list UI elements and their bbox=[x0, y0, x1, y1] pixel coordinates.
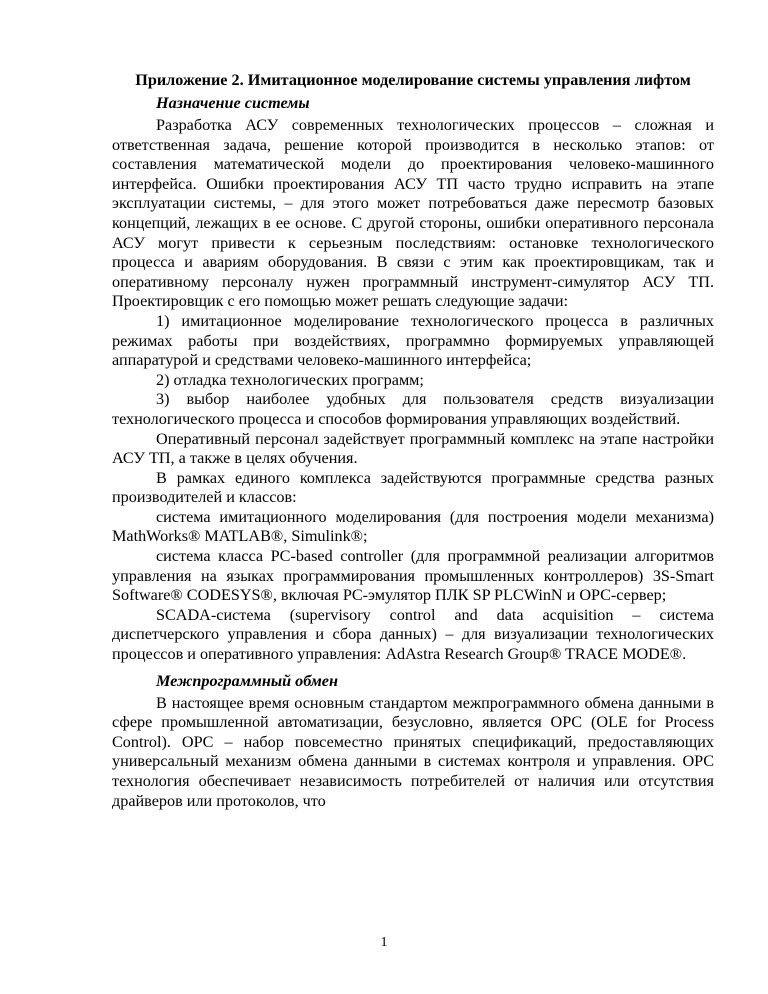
paragraph: В рамках единого комплекса задействуются программные средства разных производителей и классов: bbox=[112, 468, 714, 507]
paragraph: система имитационного моделирования (для построения модели механизма) MathWorks® MATLAB®, Simulink®; bbox=[112, 507, 714, 546]
paragraph: В настоящее время основным стандартом межпрограммного обмена данными в сфере промышленной автоматизации, безусловно, является OPC (OLE for Process Control). OPC – набор повсеместно принятых спецификаций, предоставляющих универсальный механизм обмена данными в системах контроля и управления. OPC технология обеспечивает независимость потребителей от наличия или отсутствия драйверов или протоколов, что bbox=[112, 693, 714, 810]
paragraph: Разработка АСУ современных технологических процессов – сложная и ответственная задача, решение которой производится в несколько этапов: от составления математической модели до проектирования человеко-машинного интерфейса. Ошибки проектирования АСУ ТП часто трудно исправить на этапе эксплуатации системы, – для этого может потребоваться даже пересмотр базовых концепций, лежащих в ее основе. С другой стороны, ошибки оперативного персонала АСУ могут привести к серьезным последствиям: остановке технологического процесса и авариям оборудования. В связи с этим как проектировщикам, так и оперативному персоналу нужен программный инструмент-симулятор АСУ ТП. Проектировщик с его помощью может решать следующие задачи: bbox=[112, 116, 714, 311]
document-page bbox=[112, 70, 714, 811]
paragraph: 2) отладка технологических программ; bbox=[156, 370, 424, 389]
section-purpose bbox=[112, 93, 714, 665]
page-number: 1 bbox=[380, 935, 388, 950]
section-interprogram-exchange bbox=[112, 671, 714, 812]
section-heading: Назначение системы bbox=[156, 94, 310, 112]
page-title: Приложение 2. Имитационное моделирование системы управления лифтом bbox=[135, 71, 691, 89]
paragraph: Оперативный персонал задействует программный комплекс на этапе настройки АСУ ТП, а также в целях обучения. bbox=[112, 429, 714, 468]
paragraph: 3) выбор наиболее удобных для пользователя средств визуализации технологического процесса и способов формирования управляющих воздействий. bbox=[112, 390, 714, 428]
paragraph: система класса PC-based controller (для программной реализации алгоритмов управления на языках программирования промышленных контроллеров) 3S-Smart Software® CODESYS®, включая PC-эмулятор ПЛК SP PLCWinN и OPC-сервер; bbox=[112, 547, 714, 605]
paragraph: 1) имитационное моделирование технологического процесса в различных режимах работы при воздействиях, программно формируемых управляющей аппаратурой и средствами человеко-машинного интерфейса; bbox=[112, 311, 714, 370]
paragraph: SCADA-система (supervisory control and data acquisition – система диспетчерского управления и сбора данных) – для визуализации технологических процессов и оперативного управления: AdAstra Research Group® TRACE MODE®. bbox=[112, 605, 714, 664]
section-heading: Межпрограммный обмен bbox=[156, 671, 338, 690]
